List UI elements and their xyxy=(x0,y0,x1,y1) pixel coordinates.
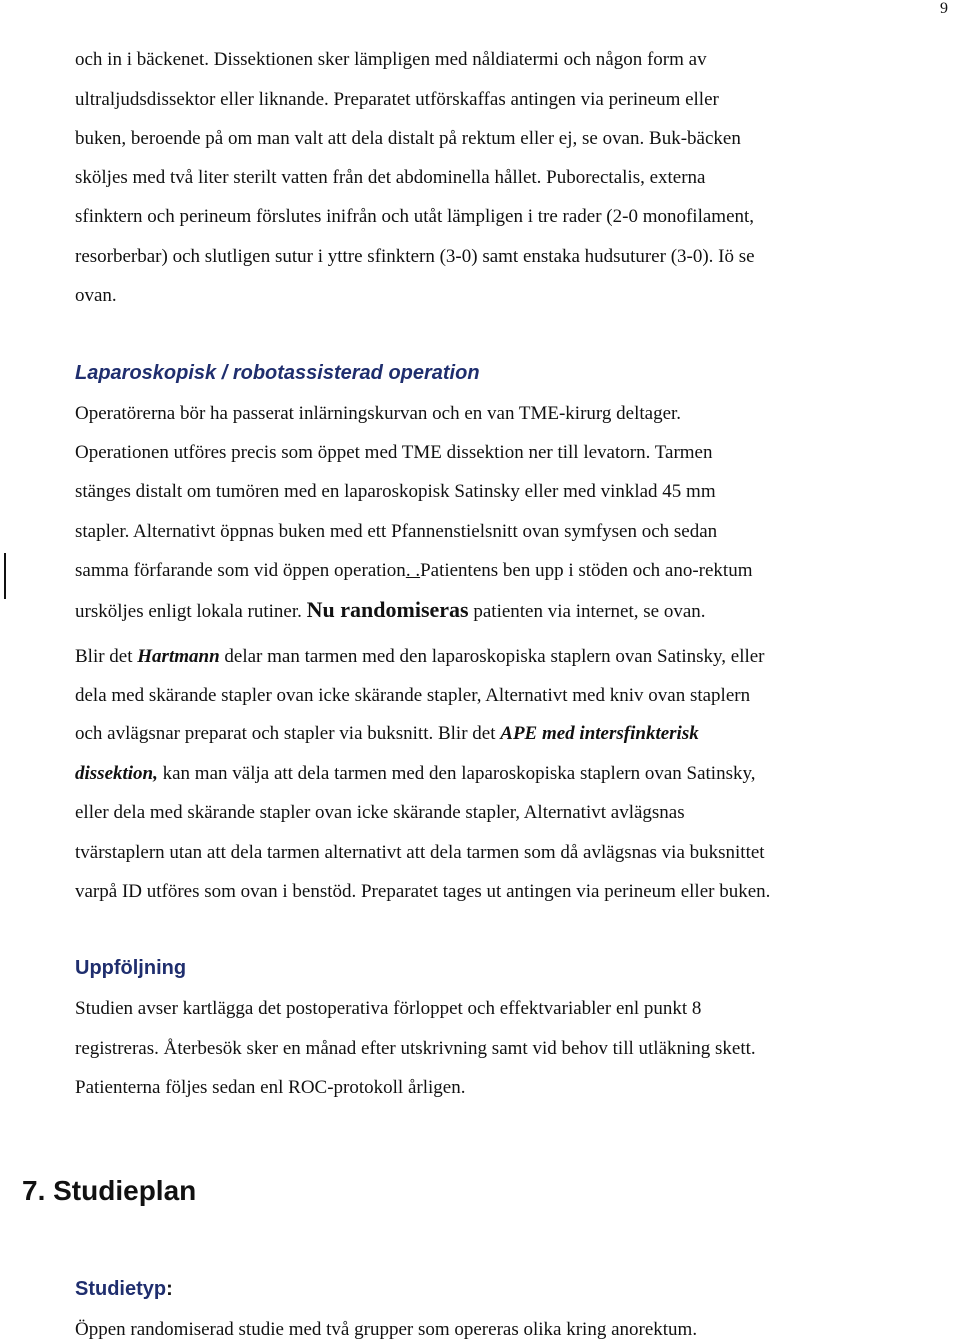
text-segment: Patientens ben upp i stöden och ano-rektum xyxy=(420,560,753,581)
text-line: och in i bäckenet. Dissektionen sker lämpligen med nåldiatermi och någon form av xyxy=(75,49,707,70)
text-line: Patienterna följes sedan enl ROC-protokoll årligen. xyxy=(75,1077,466,1098)
text-segment: Blir det xyxy=(75,646,138,667)
section-heading-followup: Uppföljning xyxy=(75,957,187,979)
emphasis-hartmann: Hartmann xyxy=(137,646,220,667)
text-line: stänges distalt om tumören med en laparoskopisk Satinsky eller med vinklad 45 mm xyxy=(75,481,716,502)
text-segment: samma förfarande som vid öppen operation xyxy=(75,560,406,581)
text-segment: patienten via internet, se ovan. xyxy=(468,601,706,622)
text-line: tvärstaplern utan att dela tarmen alternativt att dela tarmen som då avlägsnas via buksnittet xyxy=(75,842,765,863)
section-title-studieplan: 7. Studieplan xyxy=(22,1175,197,1206)
text-line: Öppen randomiserad studie med två grupper som opereras olika kring anorektum. xyxy=(75,1319,698,1340)
subheading-colon: : xyxy=(166,1278,173,1300)
emphasis-dissektion: dissektion, xyxy=(75,763,158,784)
text-line xyxy=(75,645,765,669)
text-line: Operatörerna bör ha passerat inlärningskurvan och en van TME-kirurg deltager. xyxy=(75,403,682,424)
text-line xyxy=(75,762,756,786)
emphasis-ape: APE med intersfinkterisk xyxy=(500,723,699,744)
text-line: Operationen utföres precis som öppet med TME dissektion ner till levatorn. Tarmen xyxy=(75,442,713,463)
text-line xyxy=(75,598,706,624)
text-line xyxy=(75,722,699,746)
text-segment: kan man välja att dela tarmen med den laparoskopiska staplern ovan Satinsky, xyxy=(157,763,756,784)
text-line: ovan. xyxy=(75,285,117,306)
page-number: 9 xyxy=(940,0,948,17)
text-line: stapler. Alternativt öppnas buken med ett Pfannenstielsnitt ovan symfysen och sedan xyxy=(75,521,718,542)
subheading-studietyp xyxy=(75,1278,173,1301)
text-line: dela med skärande stapler ovan icke skärande stapler, Alternativt med kniv ovan staplern xyxy=(75,685,751,706)
text-line: sköljes med två liter sterilt vatten från det abdominella hållet. Puborectalis, externa xyxy=(75,167,706,188)
text-segment: och avlägsnar preparat och stapler via buksnitt. Blir det xyxy=(75,723,501,744)
subheading-label: Studietyp xyxy=(75,1278,167,1300)
revision-change-bar xyxy=(4,553,6,599)
text-line: buken, beroende på om man valt att dela distalt på rektum eller ej, se ovan. Buk-bäcken xyxy=(75,128,741,149)
revision-mark: . . xyxy=(405,560,421,581)
text-line: eller dela med skärande stapler ovan icke skärande stapler, Alternativt avlägsnas xyxy=(75,802,685,823)
text-line: varpå ID utföres som ovan i benstöd. Preparatet tages ut antingen via perineum eller buken. xyxy=(75,881,771,902)
text-line: ultraljudsdissektor eller liknande. Preparatet utförskaffas antingen via perineum eller xyxy=(75,89,719,110)
section-heading-laparoscopic: Laparoskopisk / robotassisterad operation xyxy=(75,362,480,384)
text-segment: ursköljes enligt lokala rutiner. xyxy=(75,601,307,622)
text-line: Studien avser kartlägga det postoperativa förloppet och effektvariabler enl punkt 8 xyxy=(75,998,702,1019)
text-line: sfinktern och perineum förslutes inifrån och utåt lämpligen i tre rader (2-0 monofilament, xyxy=(75,206,755,227)
text-line: registreras. Återbesök sker en månad efter utskrivning samt vid behov till utläkning skett. xyxy=(75,1038,756,1059)
text-line: resorberbar) och slutligen sutur i yttre sfinktern (3-0) samt enstaka hudsuturer (3-0). Iö se xyxy=(75,246,755,267)
text-segment: delar man tarmen med den laparoskopiska staplern ovan Satinsky, eller xyxy=(219,646,765,667)
text-line xyxy=(75,559,753,583)
emphasis-randomiseras: Nu randomiseras xyxy=(306,597,469,622)
